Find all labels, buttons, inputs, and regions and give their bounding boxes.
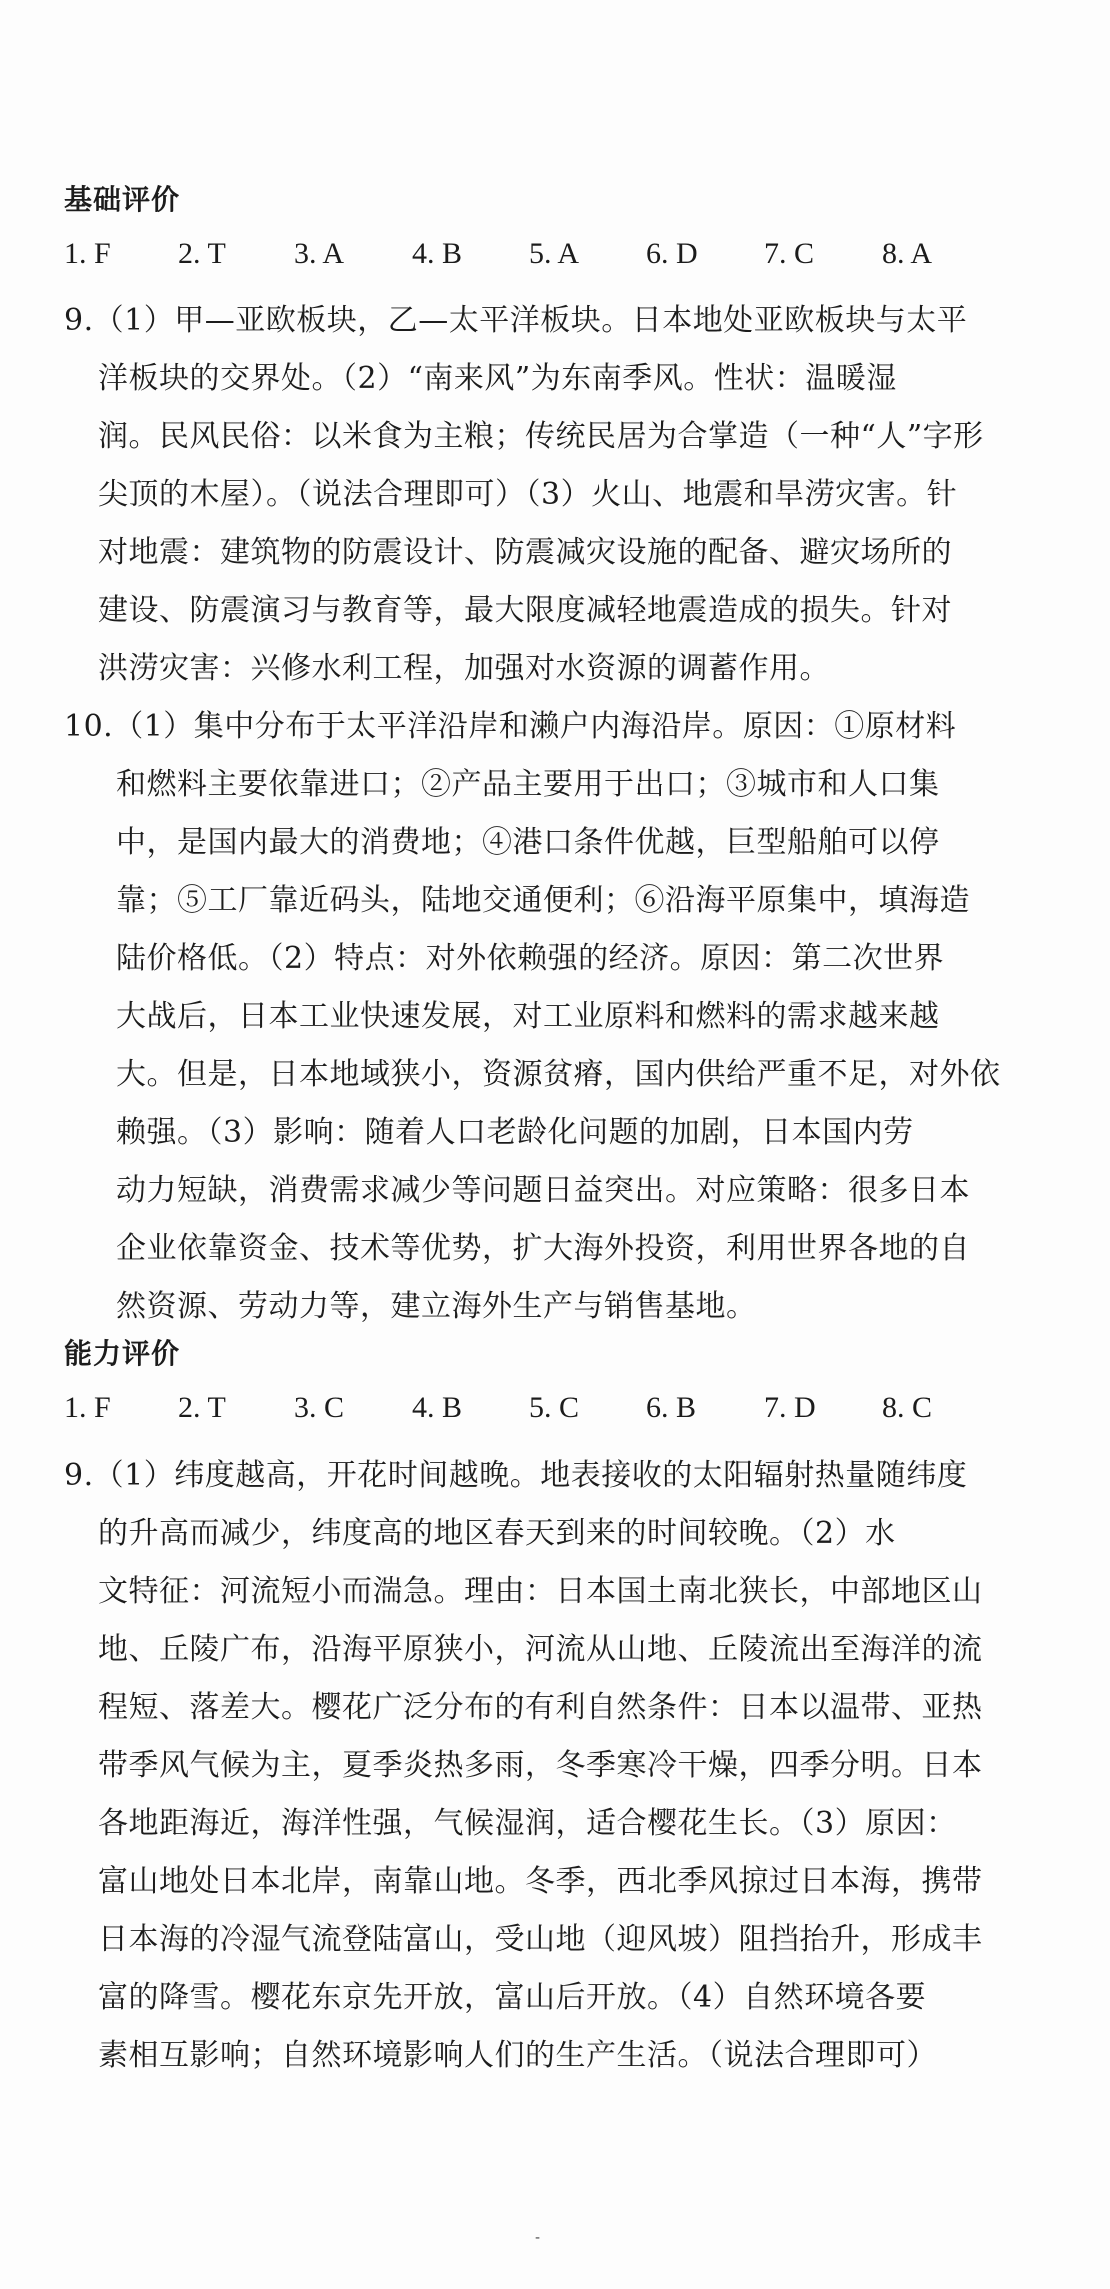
answer-line: 动力短缺，消费需求减少等问题日益突出。对应策略：很多日本 bbox=[116, 1173, 970, 1208]
answer-line: 洪涝灾害：兴修水利工程，加强对水资源的调蓄作用。 bbox=[98, 651, 830, 686]
answer-line: 大。但是，日本地域狭小，资源贫瘠，国内供给严重不足，对外依 bbox=[116, 1057, 1001, 1092]
mcq-answer: 3. C bbox=[294, 1391, 345, 1424]
mcq-answer: 1. F bbox=[64, 1391, 111, 1424]
mcq-answer: 4. B bbox=[412, 1391, 463, 1424]
mcq-answer: 7. C bbox=[764, 237, 815, 270]
answer-line: 陆价格低。（2）特点：对外依赖强的经济。原因：第二次世界 bbox=[116, 941, 945, 976]
answer-line: 程短、落差大。樱花广泛分布的有利自然条件：日本以温带、亚热 bbox=[98, 1690, 983, 1725]
mcq-answer: 6. B bbox=[646, 1391, 697, 1424]
answer-line: 赖强。（3）影响：随着人口老龄化问题的加剧，日本国内劳 bbox=[116, 1115, 914, 1150]
answer-line: 9.（1）甲—亚欧板块，乙—太平洋板块。日本地处亚欧板块与太平 bbox=[64, 303, 968, 338]
answer-line: 地、丘陵广布，沿海平原狭小，河流从山地、丘陵流出至海洋的流 bbox=[98, 1632, 983, 1667]
answer-line: 文特征：河流短小而湍急。理由：日本国土南北狭长，中部地区山 bbox=[98, 1574, 983, 1609]
mcq-row-basic bbox=[64, 237, 964, 273]
answer-line: 靠；⑤工厂靠近码头，陆地交通便利；⑥沿海平原集中，填海造 bbox=[116, 883, 970, 918]
mcq-answer: 1. F bbox=[64, 237, 111, 270]
mcq-answer: 2. T bbox=[178, 1391, 226, 1424]
answer-line: 素相互影响；自然环境影响人们的生产生活。（说法合理即可） bbox=[98, 2038, 937, 2073]
answer-line: 日本海的冷湿气流登陆富山，受山地（迎风坡）阻挡抬升，形成丰 bbox=[98, 1922, 983, 1957]
mcq-answer: 5. A bbox=[529, 237, 580, 270]
mcq-answer: 4. B bbox=[412, 237, 463, 270]
mcq-row-ability bbox=[64, 1391, 964, 1427]
section-title-basic: 基础评价 bbox=[64, 183, 181, 216]
answer-line: 然资源、劳动力等，建立海外生产与销售基地。 bbox=[116, 1289, 757, 1324]
answer-line: 各地距海近，海洋性强，气候湿润，适合樱花生长。（3）原因： bbox=[98, 1806, 957, 1841]
mcq-answer: 7. D bbox=[764, 1391, 816, 1424]
answer-line: 润。民风民俗：以米食为主粮；传统民居为合掌造（一种“人”字形 bbox=[98, 419, 984, 454]
answer-line: 富山地处日本北岸，南靠山地。冬季，西北季风掠过日本海，携带 bbox=[98, 1864, 983, 1899]
answer-line: 10.（1）集中分布于太平洋沿岸和濑户内海沿岸。原因：①原材料 bbox=[64, 709, 957, 744]
answer-line: 的升高而减少，纬度高的地区春天到来的时间较晚。（2）水 bbox=[98, 1516, 896, 1551]
mcq-answer: 8. A bbox=[882, 237, 933, 270]
answer-line: 建设、防震演习与教育等，最大限度减轻地震造成的损失。针对 bbox=[98, 593, 952, 628]
answer-line: 带季风气候为主，夏季炎热多雨，冬季寒冷干燥，四季分明。日本 bbox=[98, 1748, 983, 1783]
answer-line: 企业依靠资金、技术等优势，扩大海外投资，利用世界各地的自 bbox=[116, 1231, 970, 1266]
answer-line: 尖顶的木屋）。（说法合理即可）（3）火山、地震和旱涝灾害。针 bbox=[98, 477, 958, 512]
page-footer-mark: - bbox=[535, 2230, 541, 2246]
answer-line: 9.（1）纬度越高，开花时间越晚。地表接收的太阳辐射热量随纬度 bbox=[64, 1458, 968, 1493]
section-title-ability: 能力评价 bbox=[64, 1337, 181, 1370]
answer-line: 洋板块的交界处。（2）“南来风”为东南季风。性状：温暖湿 bbox=[98, 361, 897, 396]
mcq-answer: 8. C bbox=[882, 1391, 933, 1424]
mcq-answer: 6. D bbox=[646, 237, 698, 270]
answer-line: 富的降雪。樱花东京先开放，富山后开放。（4）自然环境各要 bbox=[98, 1980, 927, 2015]
mcq-answer: 3. A bbox=[294, 237, 345, 270]
answer-line: 和燃料主要依靠进口；②产品主要用于出口；③城市和人口集 bbox=[116, 767, 940, 802]
mcq-answer: 2. T bbox=[178, 237, 226, 270]
mcq-answer: 5. C bbox=[529, 1391, 580, 1424]
answer-line: 中，是国内最大的消费地；④港口条件优越，巨型船舶可以停 bbox=[116, 825, 940, 860]
answer-line: 对地震：建筑物的防震设计、防震减灾设施的配备、避灾场所的 bbox=[98, 535, 952, 570]
answer-line: 大战后，日本工业快速发展，对工业原料和燃料的需求越来越 bbox=[116, 999, 940, 1034]
